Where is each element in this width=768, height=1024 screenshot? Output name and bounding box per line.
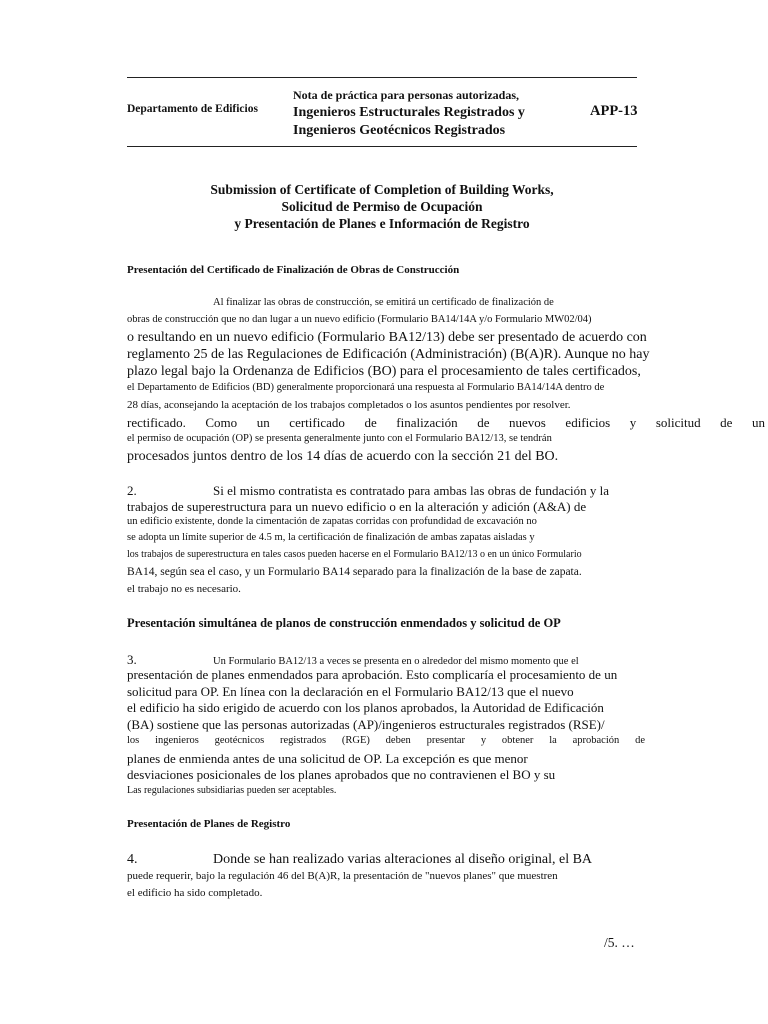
- practice-note-line: Ingenieros Geotécnicos Registrados: [293, 123, 506, 138]
- paragraph-line: [127, 483, 609, 499]
- paragraph-line: plazo legal bajo la Ordenanza de Edificios (BO) para el procesamiento de tales certificados,: [127, 364, 641, 379]
- paragraph-line: el edificio ha sido erigido de acuerdo con los planos aprobados, la Autoridad de Edificación: [127, 700, 604, 715]
- section-heading: Presentación de Planes de Registro: [127, 818, 291, 830]
- paragraph-text: Un Formulario BA12/13 a veces se presenta en o alrededor del mismo momento que el: [213, 656, 579, 667]
- paragraph-line: trabajos de superestructura para un nuevo edificio o en la alteración y adición (A&A) de: [127, 499, 587, 514]
- document-title: [127, 181, 637, 232]
- paragraph-line: 28 días, aconsejando la aceptación de los trabajos completados o los asuntos pendientes por resolver.: [127, 399, 571, 411]
- section-heading: Presentación simultánea de planos de construcción enmendados y solicitud de OP: [127, 616, 561, 630]
- paragraph-line: planes de enmienda antes de una solicitud de OP. La excepción es que menor: [127, 751, 528, 766]
- title-line: Submission of Certificate of Completion of Building Works,: [210, 182, 554, 197]
- practice-note-line: Ingenieros Estructurales Registrados y: [293, 105, 525, 120]
- paragraph-line: un edificio existente, donde la cimentación de zapatas corridas con profundidad de excavación no: [127, 516, 537, 527]
- paragraph-line: procesados juntos dentro de los 14 días de acuerdo con la sección 21 del BO.: [127, 449, 559, 464]
- document-code: APP-13: [590, 103, 638, 119]
- paragraph-line: presentación de planes enmendados para aprobación. Esto complicaría el procesamiento de un: [127, 667, 618, 682]
- paragraph-line: Al finalizar las obras de construcción, se emitirá un certificado de finalización de: [213, 297, 554, 308]
- header-top-rule: [127, 77, 637, 78]
- paragraph-line: el permiso de ocupación (OP) se presenta generalmente junto con el Formulario BA12/13, se tendrán: [127, 433, 552, 444]
- paragraph-line: rectificado. Como un certificado de finalización de nuevos edificios y solicitud de un: [127, 415, 765, 430]
- paragraph-text: Donde se han realizado varias alteraciones al diseño original, el BA: [213, 852, 593, 867]
- paragraph-line: [127, 852, 592, 868]
- paragraph-line: solicitud para OP. En línea con la declaración en el Formulario BA12/13 que el nuevo: [127, 684, 574, 699]
- paragraph-text: Si el mismo contratista es contratado para ambas las obras de fundación y la: [213, 483, 610, 498]
- paragraph-line: el trabajo no es necesario.: [127, 583, 241, 595]
- paragraph-line: los trabajos de superestructura en tales casos pueden hacerse en el Formulario BA12/13 o en un único Formulario: [127, 549, 582, 560]
- practice-note-title: [293, 86, 525, 140]
- title-line: Solicitud de Permiso de Ocupación: [281, 199, 483, 214]
- practice-note-line: Nota de práctica para personas autorizadas,: [293, 88, 519, 102]
- paragraph-line: o resultando en un nuevo edificio (Formulario BA12/13) debe ser presentado de acuerdo con: [127, 330, 647, 345]
- paragraph-line: Las regulaciones subsidiarias pueden ser aceptables.: [127, 785, 337, 796]
- paragraph-line: se adopta un límite superior de 4.5 m, la certificación de finalización de ambas zapatas aisladas y: [127, 532, 535, 543]
- department-name: Departamento de Edificios: [127, 103, 258, 115]
- paragraph-line: el Departamento de Edificios (BD) generalmente proporcionará una respuesta al Formulario BA14/14A dentro de: [127, 382, 605, 393]
- paragraph-number: 4.: [127, 852, 138, 867]
- header-bottom-rule: [127, 146, 637, 147]
- paragraph-line: desviaciones posicionales de los planes aprobados que no contravienen el BO y su: [127, 767, 556, 782]
- paragraph-line: los ingenieros geotécnicos registrados (RGE) deben presentar y obtener la aprobación de: [127, 735, 645, 746]
- paragraph-line: BA14, según sea el caso, y un Formulario BA14 separado para la finalización de la base de zapata.: [127, 566, 582, 578]
- title-line: y Presentación de Planes e Información de Registro: [234, 216, 530, 231]
- paragraph-number: 2.: [127, 483, 137, 498]
- paragraph-line: obras de construcción que no dan lugar a un nuevo edificio (Formulario BA14/14A y/o Formulario MW02/04): [127, 314, 592, 325]
- paragraph-line: reglamento 25 de las Regulaciones de Edificación (Administración) (B(A)R). Aunque no hay: [127, 347, 650, 362]
- page-continuation: /5. …: [604, 935, 635, 950]
- section-heading: Presentación del Certificado de Finalización de Obras de Construcción: [127, 264, 460, 276]
- paragraph-number: 3.: [127, 652, 137, 667]
- paragraph-line: el edificio ha sido completado.: [127, 887, 263, 899]
- paragraph-line: (BA) sostiene que las personas autorizadas (AP)/ingenieros estructurales registrados (RSE)/: [127, 717, 605, 732]
- paragraph-line: puede requerir, bajo la regulación 46 del B(A)R, la presentación de "nuevos planes" que muestren: [127, 870, 558, 882]
